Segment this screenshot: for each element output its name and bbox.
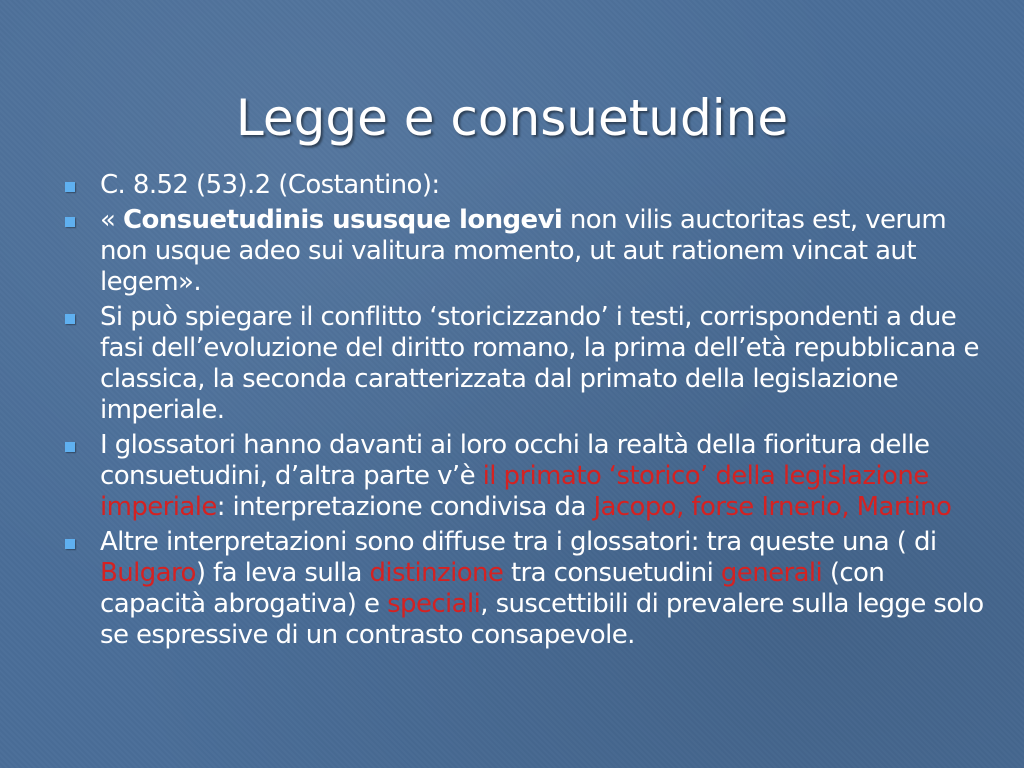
- bullet-text-part: ) fa leva sulla: [195, 558, 370, 588]
- bullet-item-3: [62, 302, 997, 426]
- square-bullet-icon: [65, 314, 75, 324]
- bullet-text-part: tra consuetudini: [503, 558, 721, 588]
- bullet-text-highlight: Bulgaro: [100, 558, 196, 588]
- bullet-text-highlight: il primato ‘storico’ della legislazione imperiale: [100, 461, 929, 522]
- bullet-text-bold: Consuetudinis ususque longevi: [122, 205, 563, 235]
- bullet-text-highlight: distinzione: [369, 558, 504, 588]
- bullet-text-part: I glossatori hanno davanti ai loro occhi la realtà della fioritura delle consuetudini, d’altra parte v’è: [100, 430, 930, 491]
- bullet-text-highlight: speciali: [387, 589, 481, 619]
- bullet-text-part: Altre interpretazioni sono diffuse tra i glossatori: tra queste una ( di: [100, 527, 937, 557]
- bullet-item-4: [62, 430, 997, 523]
- square-bullet-icon: [65, 182, 75, 192]
- bullet-text-part: : interpretazione condivisa da: [216, 492, 594, 522]
- bullet-text-part: «: [100, 205, 123, 235]
- bullet-list: [62, 170, 997, 655]
- bullet-text-highlight: generali: [720, 558, 823, 588]
- bullet-text: Si può spiegare il conflitto ‘storicizzando’ i testi, corrispondenti a due fasi dell’evoluzione del diritto romano, la prima dell’età repubblicana e classica, la seconda caratterizzata dal primato della legislazione imperiale.: [100, 302, 979, 425]
- square-bullet-icon: [65, 217, 75, 227]
- bullet-text-part: non vilis auctoritas est, verum non usque adeo sui valitura momento, ut aut rationem vincat aut legem».: [100, 205, 947, 297]
- bullet-text-highlight: Jacopo, forse Irnerio, Martino: [593, 492, 952, 522]
- bullet-text: C. 8.52 (53).2 (Costantino):: [100, 170, 440, 200]
- bullet-text-part: (con capacità abrogativa) e: [100, 558, 885, 619]
- bullet-item-5: [62, 527, 997, 651]
- slide-title: Legge e consuetudine: [235, 89, 789, 147]
- bullet-item-2: [62, 205, 997, 298]
- bullet-text-part: , suscettibili di prevalere sulla legge solo se espressive di un contrasto consapevole.: [100, 589, 984, 650]
- square-bullet-icon: [65, 442, 75, 452]
- square-bullet-icon: [65, 539, 75, 549]
- bullet-item-1: [62, 170, 997, 201]
